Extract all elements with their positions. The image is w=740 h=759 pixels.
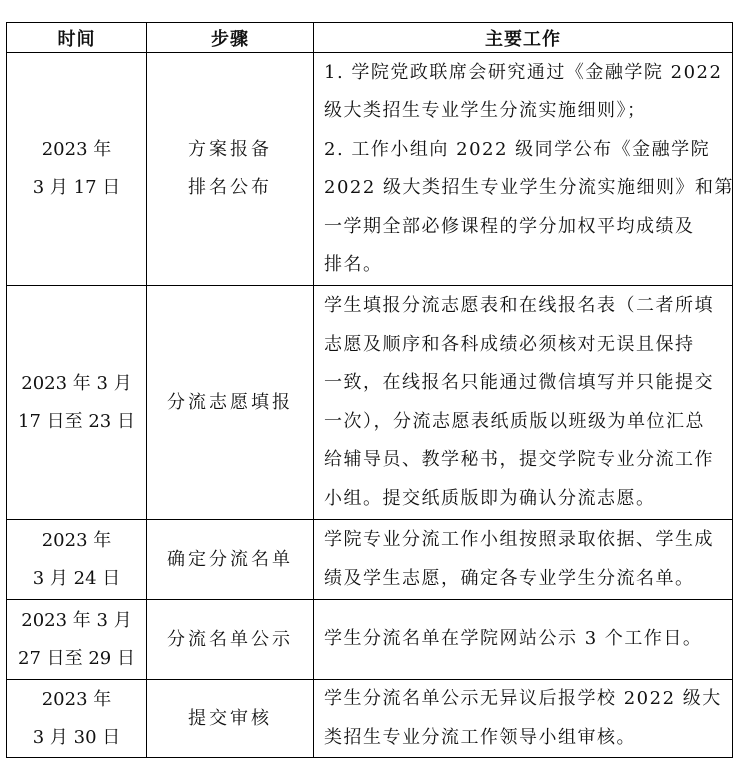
header-time: 时间 xyxy=(7,23,147,53)
time-cell xyxy=(7,680,147,758)
work-line: 一学期全部必修课程的学分加权平均成绩及 xyxy=(324,215,695,237)
time-line: 2023 年 xyxy=(41,529,112,551)
step-cell xyxy=(147,53,314,286)
time-line: 3 月 30 日 xyxy=(32,726,121,748)
work-line: 2022 级大类招生专业学生分流实施细则》和第 xyxy=(324,177,735,198)
table-header-row xyxy=(7,23,733,53)
header-step: 步骤 xyxy=(147,23,314,53)
step-line: 排名公布 xyxy=(188,177,272,198)
table-row xyxy=(7,600,733,680)
time-line: 3 月 17 日 xyxy=(32,177,121,198)
time-line: 2023 年 xyxy=(41,139,112,160)
step-cell xyxy=(147,600,314,680)
work-line: 小组。提交纸质版即为确认分流志愿。 xyxy=(324,487,656,509)
step-line: 提交审核 xyxy=(188,707,272,729)
work-cell xyxy=(314,680,733,758)
time-line: 3 月 24 日 xyxy=(32,567,121,589)
work-line: 一次），分流志愿表纸质版以班级为单位汇总 xyxy=(324,410,705,432)
step-line: 方案报备 xyxy=(188,139,272,160)
table-row xyxy=(7,53,733,286)
work-line: 学生填报分流志愿表和在线报名表（二者所填 xyxy=(324,295,714,316)
work-line: 排名。 xyxy=(324,254,383,275)
work-line: 学生分流名单在学院网站公示 3 个工作日。 xyxy=(324,628,703,650)
schedule-table xyxy=(6,22,733,758)
step-cell xyxy=(147,286,314,520)
step-cell xyxy=(147,520,314,600)
step-cell xyxy=(147,680,314,758)
work-cell xyxy=(314,286,733,520)
table-row xyxy=(7,520,733,600)
time-cell xyxy=(7,600,147,680)
step-line: 分流名单公示 xyxy=(167,628,293,650)
work-line: 一致，在线报名只能通过微信填写并只能提交 xyxy=(324,372,714,393)
step-line: 分流志愿填报 xyxy=(167,391,293,413)
work-line: 级大类招生专业学生分流实施细则》； xyxy=(324,100,647,121)
time-line: 2023 年 3 月 xyxy=(21,609,132,631)
work-line: 志愿及顺序和各科成绩必须核对无误且保持 xyxy=(324,333,695,355)
table-row xyxy=(7,286,733,520)
work-line: 学院专业分流工作小组按照录取依据、学生成 xyxy=(324,529,714,550)
work-cell xyxy=(314,520,733,600)
time-cell xyxy=(7,53,147,286)
time-line: 17 日至 23 日 xyxy=(18,410,135,432)
step-line: 确定分流名单 xyxy=(167,548,293,570)
time-cell xyxy=(7,520,147,600)
time-line: 2023 年 3 月 xyxy=(21,372,132,394)
work-line: 1. 学院党政联席会研究通过《金融学院 2022 xyxy=(324,61,723,83)
work-line: 绩及学生志愿，确定各专业学生分流名单。 xyxy=(324,567,695,589)
time-cell xyxy=(7,286,147,520)
work-cell xyxy=(314,600,733,680)
work-line: 给辅导员、教学秘书，提交学院专业分流工作 xyxy=(324,449,714,470)
work-line: 学生分流名单公示无异议后报学校 2022 级大 xyxy=(324,688,722,709)
work-line: 2. 工作小组向 2022 级同学公布《金融学院 xyxy=(324,138,711,160)
work-line: 类招生专业分流工作领导小组审核。 xyxy=(324,726,636,748)
time-line: 2023 年 xyxy=(41,688,112,710)
work-cell xyxy=(314,53,733,286)
time-line: 27 日至 29 日 xyxy=(18,647,135,669)
table-row xyxy=(7,680,733,758)
header-main-work: 主要工作 xyxy=(314,23,733,53)
